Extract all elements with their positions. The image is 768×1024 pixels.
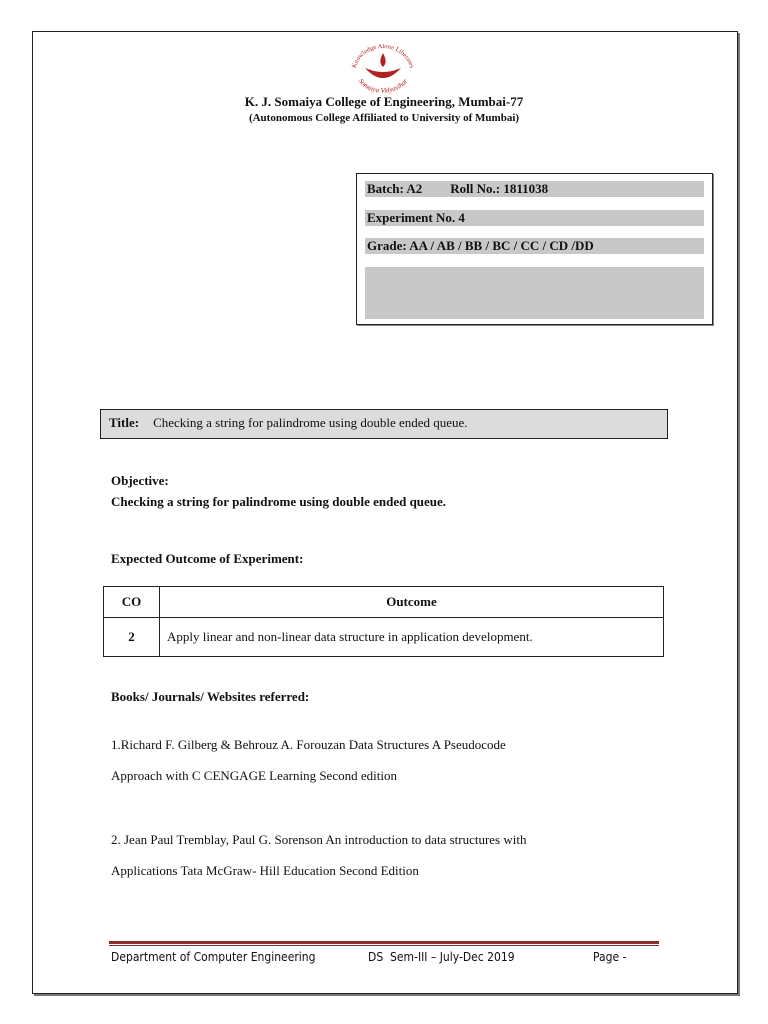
- column-header-outcome: Outcome: [160, 587, 664, 618]
- footer-course: DS Sem-III – July-Dec 2019: [368, 950, 515, 964]
- footer-department: Department of Computer Engineering: [111, 950, 316, 964]
- outcome-table: [103, 586, 664, 657]
- expected-outcome-heading: Expected Outcome of Experiment:: [111, 551, 304, 566]
- reference-2-line-1: 2. Jean Paul Tremblay, Paul G. Sorenson An introduction to data structures with: [111, 832, 527, 847]
- column-header-co: CO: [104, 587, 160, 618]
- college-name: K. J. Somaiya College of Engineering, Mumbai-77: [244, 94, 524, 109]
- batch-roll-row: [365, 181, 704, 197]
- roll-number-label: Roll No.: 1811038: [450, 181, 549, 196]
- footer-rule-thin: [109, 945, 659, 946]
- logo-text-bottom: Somaiya Vidyavihar: [356, 77, 410, 95]
- footer-rule: [109, 941, 659, 944]
- references-heading: Books/ Journals/ Websites referred:: [111, 689, 310, 704]
- reference-1-line-1: 1.Richard F. Gilberg & Behrouz A. Forouzan Data Structures A Pseudocode: [111, 737, 506, 752]
- info-box: [356, 173, 713, 325]
- table-row: [104, 618, 664, 657]
- title-label: Title:: [109, 415, 140, 430]
- svg-text:Somaiya Vidyavihar: [357, 77, 410, 95]
- objective-text: Checking a string for palindrome using double ended queue.: [111, 494, 447, 509]
- table-header-row: [104, 587, 664, 618]
- logo-text-top: Knowledge Alone Liberates: [350, 44, 416, 69]
- reference-2-line-2: Applications Tata McGraw- Hill Education Second Edition: [111, 863, 419, 878]
- grade-label: Grade: AA / AB / BB / BC / CC / CD /DD: [365, 238, 704, 254]
- title-box: [100, 409, 668, 439]
- cell-outcome: Apply linear and non-linear data structure in application development.: [160, 618, 664, 657]
- footer-page: Page -: [593, 950, 627, 964]
- batch-label: Batch: A2: [367, 181, 423, 196]
- objective-heading: Objective:: [111, 473, 169, 488]
- somaiya-lamp-logo-icon: [345, 44, 421, 96]
- title-text: Checking a string for palindrome using double ended queue.: [153, 415, 468, 430]
- grade-signature-area: [365, 267, 704, 319]
- experiment-number-label: Experiment No. 4: [365, 210, 704, 226]
- cell-co: 2: [104, 618, 160, 657]
- college-affiliation: (Autonomous College Affiliated to University of Mumbai): [248, 112, 520, 124]
- reference-1-line-2: Approach with C CENGAGE Learning Second edition: [111, 768, 397, 783]
